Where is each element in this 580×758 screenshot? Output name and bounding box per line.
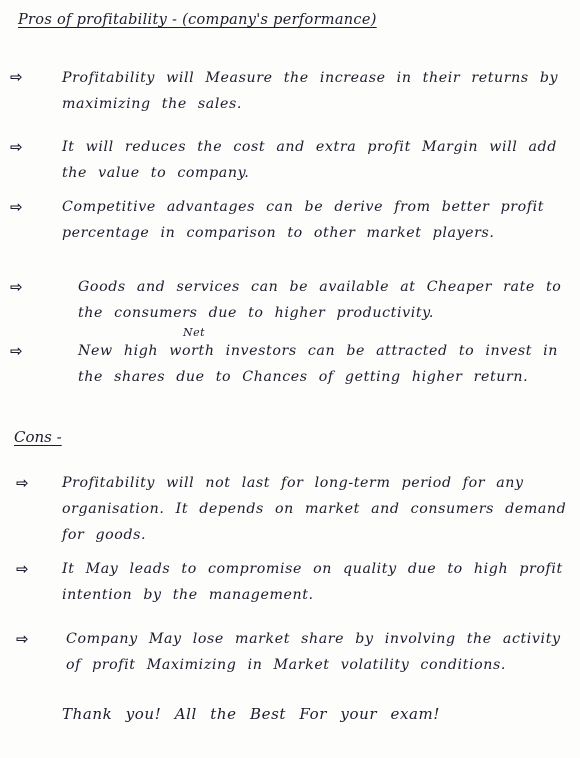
closing-note: Thank you! All the Best For your exam! [62,705,441,723]
arrow-icon: ⇨ [10,138,23,156]
list-item-text: It will reduces the cost and extra profit Margin will add the value to company. [62,139,557,181]
arrow-icon: ⇨ [16,474,29,492]
list-item-text: It May leads to compromise on quality due to high profit intention by the management. [62,561,563,603]
caret-insertion-note: Net [183,326,206,339]
list-item-text: Goods and services can be available at Cheaper rate to the consumers due to higher productivity. [78,279,562,321]
arrow-icon: ⇨ [16,630,29,648]
arrow-icon: ⇨ [10,68,23,86]
arrow-icon: ⇨ [10,278,23,296]
arrow-icon: ⇨ [10,198,23,216]
page-title: Pros of profitability - (company's performance) [18,12,377,28]
list-item-text: Profitability will Measure the increase in their returns by maximizing the sales. [62,70,559,112]
arrow-icon: ⇨ [10,342,23,360]
list-item-text: New high worth investors can be attracted to invest in the shares due to Chances of getting higher return. [78,343,559,385]
cons-heading: Cons - [14,428,62,446]
arrow-icon: ⇨ [16,560,29,578]
list-item-text: Profitability will not last for long-term period for any organisation. It depends on market and consumers demand for goods. [62,475,567,543]
list-item-text: Competitive advantages can be derive from better profit percentage in comparison to other market players. [62,199,545,241]
list-item-text: Company May lose market share by involving the activity of profit Maximizing in Market volatility conditions. [66,631,561,673]
